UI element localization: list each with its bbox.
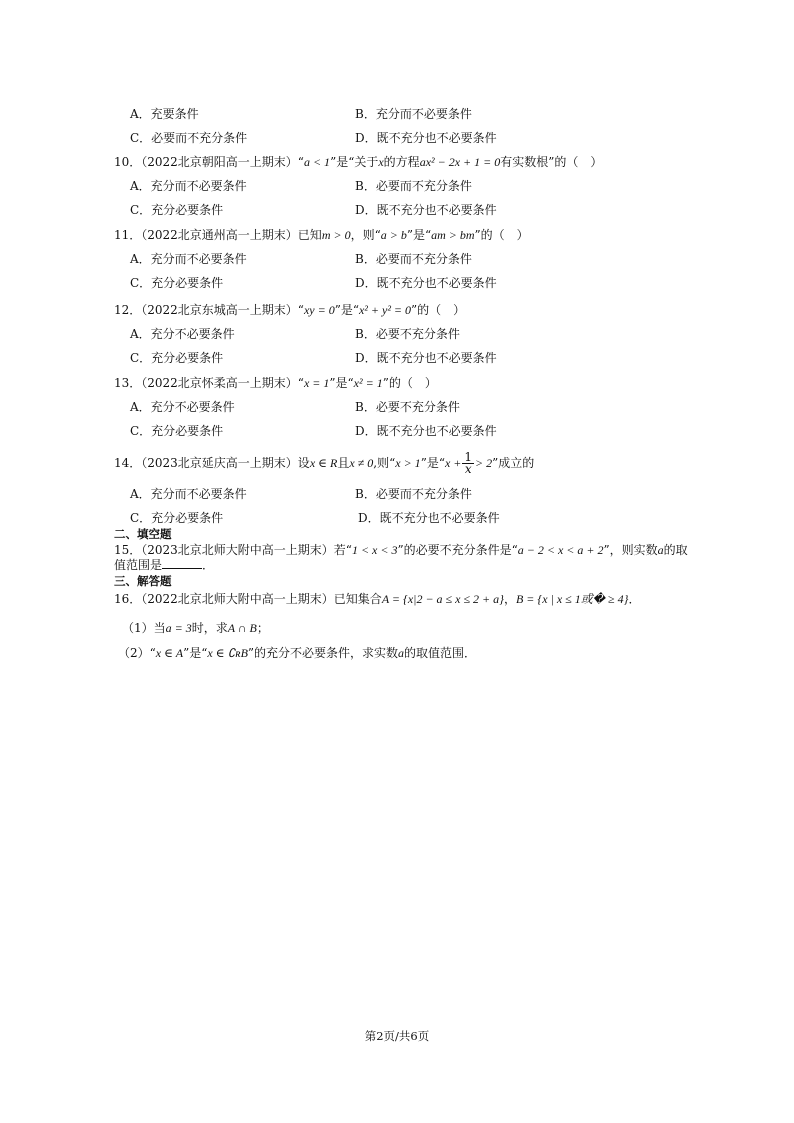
q9-option-d: D．既不充分也不必要条件 (355, 131, 497, 145)
q14-math-4: x + (444, 456, 462, 470)
q12-option-b: B．必要不充分条件 (355, 327, 460, 341)
q11-text-3: ”是“ (406, 228, 432, 242)
q13-text-1: 13．（2022北京怀柔高一上期末）“ (114, 376, 304, 390)
q16-p1-text-2: 时，求 (191, 621, 228, 635)
q9-option-b: B．充分而不必要条件 (355, 107, 472, 121)
question-11 (114, 227, 674, 243)
q13-math-2: x² = 1 (353, 376, 383, 390)
q16-math-1: A = {x|2 − a ≤ x ≤ 2 + a} (381, 592, 504, 606)
q15-text-3: ”，则实数 (603, 543, 658, 557)
q16-p2-math-2: x ∈ ∁ʀB (207, 646, 248, 660)
q12-text-3: ”的（ ） (411, 303, 466, 317)
q10-text-1: 10．（2022北京朝阳高一上期末）“ (114, 155, 304, 169)
q16-text-3: ． (628, 592, 641, 606)
page-footer: 第2页/共6页 (364, 1029, 430, 1043)
q16-p2-text-3: ”的充分不必要条件，求实数 (247, 646, 399, 660)
q14-math-1: x ∈ R (309, 456, 338, 470)
q10-math-3: ax² − 2x + 1 = 0 (419, 155, 501, 169)
q14-text-5: ”成立的 (492, 456, 535, 470)
q13-text-2: ”是“ (329, 376, 354, 390)
q10-option-a: A．充分而不必要条件 (130, 179, 247, 193)
question-12 (114, 302, 674, 318)
q12-option-a: A．充分不必要条件 (130, 327, 235, 341)
q11-text-4: ”的（ ） (474, 228, 529, 242)
q10-math-2: x (378, 155, 384, 169)
q15-math-3: a (657, 543, 664, 557)
q16-part-2 (118, 645, 476, 661)
q14-option-d: D．既不充分也不必要条件 (358, 511, 500, 525)
q11-text-2: ，则“ (350, 228, 381, 242)
q12-math-1: xy = 0 (303, 303, 335, 317)
q10-option-b: B．必要而不充分条件 (355, 179, 472, 193)
q11-option-c: C．充分必要条件 (130, 276, 224, 290)
q13-option-b: B．必要不充分条件 (355, 400, 460, 414)
q16-p2-math-3: a (398, 646, 405, 660)
q9-option-c: C．必要而不充分条件 (130, 131, 248, 145)
q14-text-3: ,则“ (373, 456, 396, 470)
q16-p2-text-4: 的取值范围． (404, 646, 477, 660)
q16-part-1 (122, 620, 269, 636)
q16-p2-text-1: （2）“ (118, 646, 156, 660)
q16-p1-math-2: A ∩ B (227, 621, 257, 635)
q14-math-2: x ≠ 0 (349, 456, 374, 470)
q11-math-1: m > 0 (321, 228, 351, 242)
q15-text-2: ”的必要不充分条件是“ (397, 543, 518, 557)
q14-option-c: C．充分必要条件 (130, 511, 224, 525)
q14-option-b: B．必要而不充分条件 (355, 487, 472, 501)
q9-option-a: A．充要条件 (130, 107, 199, 121)
q13-text-3: ”的（ ） (382, 376, 437, 390)
q16-p1-text-3: ； (256, 621, 269, 635)
q15-answer-blank (162, 558, 202, 569)
question-13 (114, 375, 674, 391)
q10-text-3: 的方程 (383, 155, 420, 169)
q11-text-1: 11．（2022北京通州高一上期末）已知 (114, 228, 322, 242)
q14-option-a: A．充分而不必要条件 (130, 487, 247, 501)
q11-math-3: am > bm (431, 228, 475, 242)
q14-fraction (462, 452, 474, 475)
q12-math-2: x² + y² = 0 (358, 303, 412, 317)
section-heading-fill-in: 二、填空题 (114, 527, 172, 541)
q12-option-c: C．充分必要条件 (130, 351, 224, 365)
question-16 (114, 591, 674, 607)
q14-fraction-numerator: 1 (464, 450, 473, 464)
question-15 (114, 542, 688, 558)
q15-text-1: 15．（2023北京北师大附中高一上期末）若“ (114, 543, 352, 557)
section-heading-answer: 三、解答题 (114, 574, 172, 588)
question-14 (114, 452, 674, 475)
q15-text-4: 的取 (663, 543, 688, 557)
q14-text-1: 14．（2023北京延庆高一上期末）设 (114, 456, 310, 470)
q14-text-4: ”是“ (420, 456, 445, 470)
q15-math-1: 1 < x < 3 (351, 543, 398, 557)
q13-option-d: D．既不充分也不必要条件 (355, 424, 497, 438)
q14-fraction-denominator: x (464, 462, 472, 476)
question-15-line-2 (114, 557, 674, 573)
q10-math-1: a < 1 (303, 155, 331, 169)
q11-option-a: A．充分而不必要条件 (130, 252, 247, 266)
q11-option-d: D．既不充分也不必要条件 (355, 276, 497, 290)
q16-p2-text-2: ”是“ (183, 646, 208, 660)
q15-math-2: a − 2 < x < a + 2 (517, 543, 604, 557)
q16-p1-text-1: （1）当 (122, 621, 166, 635)
q12-option-d: D．既不充分也不必要条件 (355, 351, 497, 365)
q10-text-4: 有实数根”的（ ） (500, 155, 603, 169)
question-10 (114, 154, 674, 170)
q16-p2-math-1: x ∈ A (155, 646, 184, 660)
q11-option-b: B．必要而不充分条件 (355, 252, 472, 266)
q13-math-1: x = 1 (303, 376, 330, 390)
q12-text-2: ”是“ (334, 303, 359, 317)
q12-text-1: 12．（2022北京东城高一上期末）“ (114, 303, 304, 317)
q14-math-5: > 2 (475, 456, 493, 470)
q16-text-2: ， (503, 592, 516, 606)
q10-option-d: D．既不充分也不必要条件 (355, 203, 497, 217)
q15-text-6: ． (202, 558, 215, 572)
q10-text-2: ”是“关于 (330, 155, 379, 169)
q13-option-c: C．充分必要条件 (130, 424, 224, 438)
q16-text-1: 16．（2022北京北师大附中高一上期末）已知集合 (114, 592, 382, 606)
q15-text-5: 值范围是 (114, 558, 163, 572)
q16-math-2: B = {x | x ≤ 1或� ≥ 4} (515, 592, 629, 606)
q10-option-c: C．充分必要条件 (130, 203, 224, 217)
q16-p1-math-1: a = 3 (165, 621, 192, 635)
q11-math-2: a > b (380, 228, 407, 242)
q13-option-a: A．充分不必要条件 (130, 400, 235, 414)
q14-math-3: x > 1 (395, 456, 421, 470)
q14-text-2: 且 (337, 456, 350, 470)
